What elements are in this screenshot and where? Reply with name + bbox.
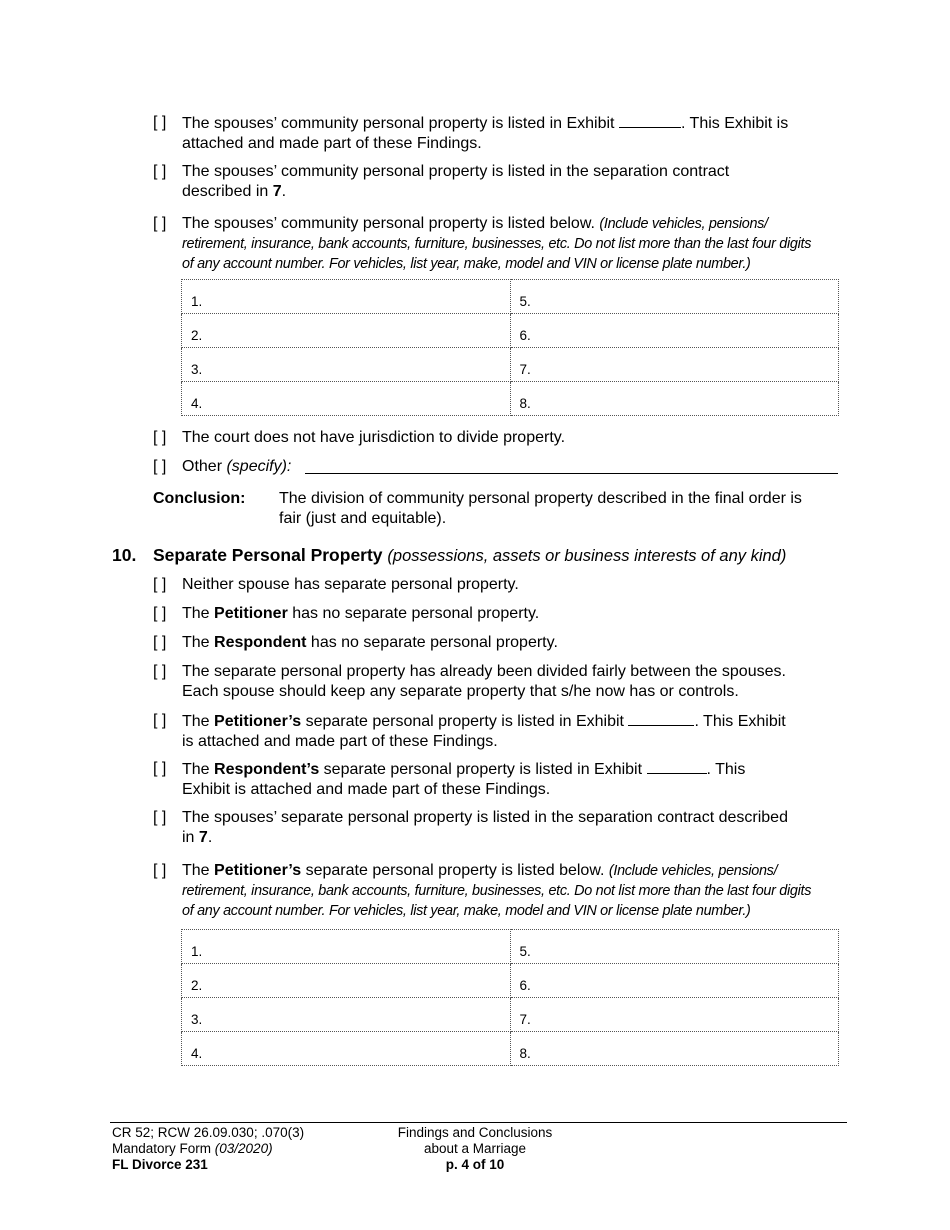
checkbox-no-jurisdiction[interactable]: [ ] xyxy=(153,429,167,446)
exhibit-blank[interactable] xyxy=(619,113,681,128)
community-contract-text: The spouses’ community personal property is listed in the separation contract described in 7. xyxy=(182,163,730,200)
checkbox-separate-contract[interactable]: [ ] xyxy=(153,809,167,826)
table-cell[interactable]: 6. xyxy=(510,314,839,348)
community-property-table xyxy=(181,279,839,416)
table-row xyxy=(182,314,839,348)
petitioner-exhibit-text: The Petitioner’s separate personal property is listed in Exhibit . This Exhibit is attached and made part of these Findings. xyxy=(182,713,786,750)
table-cell[interactable]: 1. xyxy=(182,930,511,964)
community-exhibit-text: The spouses’ community personal property is listed in Exhibit . This Exhibit is attached and made part of these Findings. xyxy=(182,115,789,152)
section-number: 10. xyxy=(112,545,137,565)
table-cell[interactable]: 4. xyxy=(182,382,511,416)
table-cell[interactable]: 7. xyxy=(510,348,839,382)
checkbox-respondent-exhibit[interactable]: [ ] xyxy=(153,760,167,777)
other-specify-line[interactable] xyxy=(305,459,838,474)
petitioner-listed-text: The Petitioner’s separate personal property is listed below. (Include vehicles, pensions/ xyxy=(182,862,778,879)
checkbox-other[interactable]: [ ] xyxy=(153,458,167,475)
checkbox-already-divided[interactable]: [ ] xyxy=(153,663,167,680)
table-row xyxy=(182,348,839,382)
petitioner-property-table xyxy=(181,929,839,1066)
table-cell[interactable]: 2. xyxy=(182,314,511,348)
table-row xyxy=(182,280,839,314)
section-title: Separate Personal Property (possessions, assets or business interests of any kind) xyxy=(153,545,787,565)
table-row xyxy=(182,964,839,998)
table-cell[interactable]: 4. xyxy=(182,1032,511,1066)
checkbox-community-contract[interactable]: [ ] xyxy=(153,163,167,180)
table-cell[interactable]: 3. xyxy=(182,998,511,1032)
table-row xyxy=(182,1032,839,1066)
respondent-none-text: The Respondent has no separate personal property. xyxy=(182,634,558,651)
checkbox-community-listed[interactable]: [ ] xyxy=(153,215,167,232)
neither-text: Neither spouse has separate personal property. xyxy=(182,576,519,593)
already-divided-text: The separate personal property has already been divided fairly between the spouses. Each spouse should keep any separate property that s/he now has or controls. xyxy=(182,663,786,700)
conclusion-label: Conclusion: xyxy=(153,490,246,507)
table-row xyxy=(182,998,839,1032)
conclusion-text: The division of community personal property described in the final order is fair (just and equitable). xyxy=(279,490,802,527)
table-cell[interactable]: 1. xyxy=(182,280,511,314)
checkbox-respondent-none[interactable]: [ ] xyxy=(153,634,167,651)
table-cell[interactable]: 8. xyxy=(510,1032,839,1066)
table-cell[interactable]: 5. xyxy=(510,930,839,964)
exhibit-blank[interactable] xyxy=(647,759,707,774)
checkbox-petitioner-listed[interactable]: [ ] xyxy=(153,862,167,879)
table-cell[interactable]: 6. xyxy=(510,964,839,998)
exhibit-blank[interactable] xyxy=(628,711,694,726)
checkbox-community-exhibit[interactable]: [ ] xyxy=(153,114,167,131)
table-cell[interactable]: 7. xyxy=(510,998,839,1032)
no-jurisdiction-text: The court does not have jurisdiction to divide property. xyxy=(182,429,566,446)
checkbox-neither[interactable]: [ ] xyxy=(153,576,167,593)
table-cell[interactable]: 5. xyxy=(510,280,839,314)
table-row xyxy=(182,930,839,964)
community-listed-note: retirement, insurance, bank accounts, furniture, businesses, etc. Do not list more than the last four digits of any account number. For vehicles, list year, make, model and VIN or license plate number.) xyxy=(182,236,812,272)
petitioner-none-text: The Petitioner has no separate personal property. xyxy=(182,605,540,622)
table-row xyxy=(182,382,839,416)
footer-left: CR 52; RCW 26.09.030; .070(3) Mandatory Form (03/2020) FL Divorce 231 xyxy=(112,1125,305,1172)
petitioner-listed-note: retirement, insurance, bank accounts, furniture, businesses, etc. Do not list more than the last four digits of any account number. For vehicles, list year, make, model and VIN or license plate number.) xyxy=(182,883,812,919)
footer-rule xyxy=(110,1122,847,1123)
checkbox-petitioner-none[interactable]: [ ] xyxy=(153,605,167,622)
community-listed-text: The spouses’ community personal property is listed below. (Include vehicles, pensions/ xyxy=(182,215,768,232)
table-cell[interactable]: 8. xyxy=(510,382,839,416)
table-cell[interactable]: 3. xyxy=(182,348,511,382)
separate-contract-text: The spouses’ separate personal property is listed in the separation contract described in 7. xyxy=(182,809,788,846)
respondent-exhibit-text: The Respondent’s separate personal property is listed in Exhibit . This Exhibit is attached and made part of these Findings. xyxy=(182,761,746,798)
footer-center: Findings and Conclusions about a Marriage p. 4 of 10 xyxy=(397,1125,553,1172)
other-text: Other (specify): xyxy=(182,458,292,475)
checkbox-petitioner-exhibit[interactable]: [ ] xyxy=(153,712,167,729)
table-cell[interactable]: 2. xyxy=(182,964,511,998)
